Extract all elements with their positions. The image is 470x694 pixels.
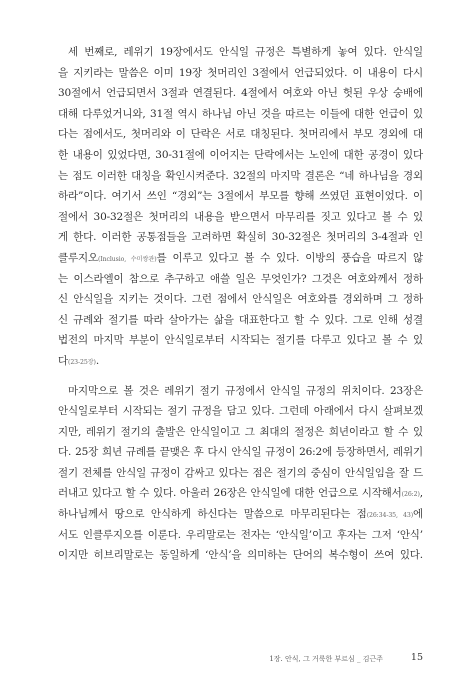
- text-line: [58, 351, 423, 372]
- text-line: 대해 다루었거니와, 31절 역시 하나님 아닌 것을 따르는 이들에 대한 언급이 있: [58, 107, 423, 120]
- text-line: 절기 전체를 안식일 규정이 감싸고 있다는 점은 절기의 중심이 안식일임을 잘 드: [58, 466, 423, 479]
- text-segment: .: [95, 354, 100, 367]
- text-line: [58, 504, 423, 525]
- paragraph: [58, 42, 423, 372]
- body-text: [58, 42, 423, 566]
- text-line: 30절에서 언급되면서 3절과 연결된다. 4절에서 여호와 아닌 헛된 우상 숭배에: [58, 87, 423, 100]
- text-line: 는 이스라엘이 참으로 추구하고 애쓸 일은 무엇인가? 그것은 여호와께서 정하: [58, 272, 423, 285]
- text-line: 신 규례와 절기를 따라 살아가는 삶을 대표한다고 할 수 있다. 그로 인해 성결: [58, 313, 423, 326]
- text-line: 하라”이다. 여기서 쓰인 “경외”는 3절에서 부모를 향해 쓰였던 표현이었다. 이: [58, 190, 423, 203]
- text-line: 마지막으로 볼 것은 레위기 절기 규정에서 안식일 규정의 위치이다. 23장은: [68, 384, 423, 397]
- verse-reference: (26:34-35, 43): [366, 512, 414, 520]
- text-line: 을 지키라는 말씀은 이미 19장 첫머리인 3절에서 언급되었다. 이 내용이 다시: [58, 66, 423, 79]
- text-line: 한 내용이 있었다면, 30-31절에 이어지는 단락에서는 노인에 대한 공경이 있다: [58, 148, 423, 161]
- text-segment: 를 이루고 있다고 볼 수 있다. 이방의 풍습을 따르지 않: [156, 251, 423, 264]
- page-footer: [58, 652, 423, 666]
- text-line: 는 점도 이러한 대칭을 확인시켜준다. 32절의 마지막 결론은 “네 하나님을 경외: [58, 169, 423, 182]
- text-segment: ,: [419, 487, 423, 500]
- text-line: 법전의 마지막 부분이 안식일로부터 시작되는 절기를 다루고 있다고 볼 수 있: [58, 334, 423, 347]
- text-line: 다. 25장 희년 규례를 끝맺은 후 다시 안식일 규정이 26:2에 등장하면서, 레위기: [58, 446, 423, 459]
- running-title: 1장. 안식, 그 거룩한 부르심 _ 김근주: [269, 655, 383, 663]
- text-line: 게 한다. 이러한 공통점들을 고려하면 확실히 30-32절은 첫머리의 3-4절과 인: [58, 231, 423, 244]
- page-number: 15: [410, 652, 423, 663]
- text-segment: 하나님께서 땅으로 안식하게 하신다는 말씀으로 마무리된다는 점: [58, 508, 367, 521]
- text-line: 절에서 30-32절은 첫머리의 내용을 받으면서 마무리를 짓고 있다고 볼 수 있: [58, 210, 423, 223]
- text-line: 이지만 히브리말로는 동일하게 ‘안식’을 의미하는 단어의 복수형이 쓰여 있다.: [58, 549, 423, 562]
- text-segment: 클루지오: [58, 251, 98, 264]
- text-line: 서도 인클루지오를 이룬다. 우리말로는 전자는 ‘안식일’이고 후자는 그저 ‘안식’: [58, 528, 423, 541]
- text-segment: 다: [58, 354, 68, 367]
- text-line: 세 번째로, 레위기 19장에서도 안식일 규정은 특별하게 놓여 있다. 안식일: [68, 46, 423, 58]
- text-line: 지만, 레위기 절기의 출발은 안식일이고 그 최대의 절정은 희년이라고 할 수 있: [58, 425, 423, 438]
- text-segment: 에: [413, 508, 424, 521]
- text-line: 신 안식일을 지키는 것이다. 그런 점에서 안식일은 여호와를 경외하며 그 정하: [58, 293, 423, 306]
- verse-reference: (26:2): [401, 491, 420, 499]
- chapter-reference: (23-25장): [68, 358, 96, 366]
- paragraph: [58, 381, 423, 566]
- text-line: 안식일로부터 시작되는 절기 규정을 담고 있다. 그런데 아래에서 다시 살펴보겠: [58, 405, 423, 418]
- gloss-note: (Inclusio, 수미쌍관): [97, 255, 157, 263]
- text-line: 다는 점에서도, 첫머리와 이 단락은 서로 대칭된다. 첫머리에서 부모 경외에 대: [58, 128, 423, 141]
- text-line: [58, 248, 423, 269]
- text-line: [58, 483, 423, 504]
- text-segment: 러내고 있다고 할 수 있다. 아울러 26장은 안식일에 대한 언급으로 시작해서: [58, 487, 402, 500]
